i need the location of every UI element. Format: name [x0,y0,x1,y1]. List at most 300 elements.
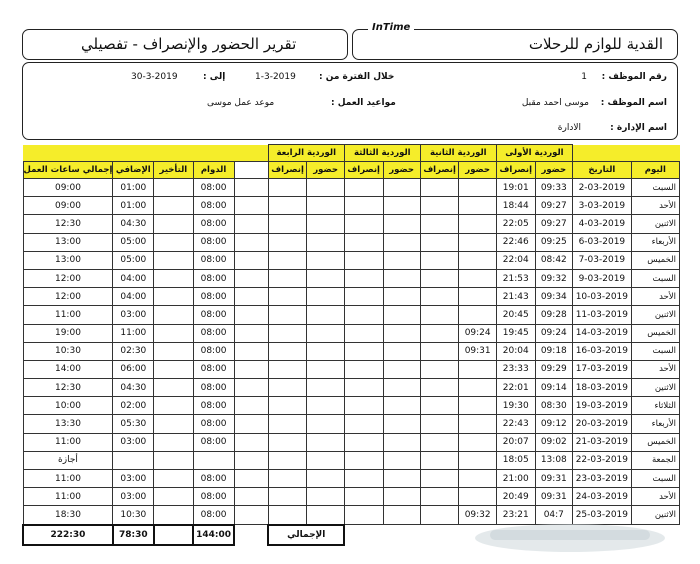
cell-out2 [420,488,459,506]
table-row [23,269,680,287]
cell-out3 [344,215,383,233]
cell-late [154,488,193,506]
cell-in3 [383,251,420,269]
cell-extra: 01:00 [113,197,154,215]
cell-in2 [459,288,496,306]
cell-in1: 09:18 [535,342,572,360]
cell-day: الخميس [631,433,679,451]
cell-out2 [420,379,459,397]
col-out3-header: إنصراف [344,162,383,179]
cell-date: 18-03-2019 [573,379,632,397]
cell-in1: 09:27 [535,197,572,215]
cell-out1: 23:21 [496,506,535,525]
cell-date: 19-03-2019 [573,397,632,415]
totals-label: الإجمالي [268,525,344,545]
cell-out1: 22:01 [496,379,535,397]
cell-day: الاثنين [631,506,679,525]
cell-out3 [344,488,383,506]
cell-out3 [344,179,383,197]
cell-late [154,415,193,433]
cell-duty: 08:00 [193,415,234,433]
cell-date: 10-03-2019 [573,288,632,306]
shift4-header: الوردية الرابعة [268,145,344,162]
cell-out1: 22:46 [496,233,535,251]
cell-total: 12:30 [23,379,113,397]
cell-out4 [268,342,307,360]
cell-in3 [383,470,420,488]
cell-in3 [383,415,420,433]
cell-out4 [268,506,307,525]
cell-out1: 20:45 [496,306,535,324]
cell-out2 [420,433,459,451]
cell-out3 [344,251,383,269]
cell-duty: 08:00 [193,324,234,342]
cell-date: 20-03-2019 [573,415,632,433]
cell-total: 11:00 [23,306,113,324]
table-row [23,197,680,215]
cell-day: الاثنين [631,379,679,397]
cell-in1: 09:14 [535,379,572,397]
schedule-value: موعد عمل موسى [207,98,275,108]
cell-out1: 18:44 [496,197,535,215]
cell-in4 [307,215,344,233]
cell-total: 12:30 [23,215,113,233]
cell-in3 [383,506,420,525]
cell-gap [234,397,268,415]
cell-duty: 08:00 [193,269,234,287]
cell-in4 [307,451,344,469]
dept-label: اسم الإدارة : [610,123,667,133]
cell-gap [234,288,268,306]
cell-in3 [383,324,420,342]
table-row [23,433,680,451]
cell-extra: 05:00 [113,251,154,269]
cell-day: الجمعة [631,451,679,469]
cell-date: 2-03-2019 [573,179,632,197]
cell-out2 [420,470,459,488]
cell-in2 [459,179,496,197]
col-in1-header: حضور [535,162,572,179]
cell-date: 14-03-2019 [573,324,632,342]
cell-total: 11:00 [23,470,113,488]
cell-in4 [307,488,344,506]
cell-total: 18:30 [23,506,113,525]
cell-extra: 03:00 [113,470,154,488]
cell-in1: 09:34 [535,288,572,306]
cell-out2 [420,342,459,360]
cell-in4 [307,379,344,397]
cell-in4 [307,233,344,251]
duty-sum: 144:00 [193,525,234,545]
cell-in1: 09:31 [535,470,572,488]
cell-out3 [344,415,383,433]
cell-duty: 08:00 [193,215,234,233]
table-row [23,360,680,378]
report-title-box [22,29,348,60]
shift3-header: الوردية الثالثة [344,145,420,162]
cell-in2 [459,451,496,469]
cell-late [154,306,193,324]
cell-day: الخميس [631,324,679,342]
cell-late [154,288,193,306]
cell-day: السبت [631,342,679,360]
cell-out1: 23:33 [496,360,535,378]
table-row [23,288,680,306]
cell-gap [234,342,268,360]
cell-duty [193,451,234,469]
cell-out3 [344,288,383,306]
cell-total: 10:00 [23,397,113,415]
cell-out4 [268,470,307,488]
cell-out4 [268,415,307,433]
cell-out1: 21:00 [496,470,535,488]
period-from-value: 1-3-2019 [255,72,296,82]
total-hours-sum: 222:30 [23,525,113,545]
cell-in2 [459,488,496,506]
cell-in1: 04:7 [535,506,572,525]
cell-in2 [459,379,496,397]
period-to-label: إلى : [203,72,226,82]
cell-in1: 08:42 [535,251,572,269]
col-total-header: إجمالي ساعات العمل [23,162,113,179]
cell-late [154,433,193,451]
cell-out1: 20:49 [496,488,535,506]
col-in2-header: حضور [459,162,496,179]
emp-name-label: اسم الموظف : [600,98,667,108]
cell-in1: 09:25 [535,233,572,251]
cell-out4 [268,451,307,469]
cell-out3 [344,342,383,360]
cell-date: 25-03-2019 [573,506,632,525]
cell-out4 [268,233,307,251]
cell-out2 [420,197,459,215]
cell-duty: 08:00 [193,251,234,269]
cell-gap [234,415,268,433]
cell-out1: 21:53 [496,269,535,287]
cell-day: الخميس [631,251,679,269]
cell-out2 [420,451,459,469]
cell-in4 [307,306,344,324]
cell-in4 [307,179,344,197]
cell-duty: 08:00 [193,197,234,215]
cell-in3 [383,288,420,306]
period-to-value: 30-3-2019 [131,72,178,82]
cell-date: 24-03-2019 [573,488,632,506]
cell-date: 6-03-2019 [573,233,632,251]
cell-in1: 09:31 [535,488,572,506]
cell-in3 [383,306,420,324]
cell-gap [234,506,268,525]
cell-day: السبت [631,269,679,287]
cell-in3 [383,360,420,378]
cell-in3 [383,269,420,287]
cell-total: 11:00 [23,433,113,451]
cell-day: الأربعاء [631,233,679,251]
cell-total: 13:00 [23,251,113,269]
cell-in3 [383,488,420,506]
company-name: القدية للوازم للرحلات [528,35,663,53]
cell-duty: 08:00 [193,306,234,324]
cell-day: الأحد [631,288,679,306]
cell-out3 [344,397,383,415]
cell-in3 [383,451,420,469]
col-gap [234,162,268,179]
cell-in4 [307,415,344,433]
cell-day: الأربعاء [631,415,679,433]
cell-total: 12:00 [23,269,113,287]
cell-in4 [307,288,344,306]
spacer [234,525,268,545]
cell-duty: 08:00 [193,288,234,306]
cell-gap [234,470,268,488]
cell-in4 [307,397,344,415]
table-row [23,451,680,469]
cell-out4 [268,197,307,215]
cell-late [154,269,193,287]
cell-in2: 09:31 [459,342,496,360]
cell-total: 12:00 [23,288,113,306]
cell-gap [234,433,268,451]
cell-duty: 08:00 [193,342,234,360]
cell-in2 [459,269,496,287]
cell-out1: 21:43 [496,288,535,306]
cell-late [154,324,193,342]
cell-late [154,397,193,415]
cell-out3 [344,360,383,378]
cell-out2 [420,179,459,197]
table-row [23,251,680,269]
table-row [23,379,680,397]
report-title: تقرير الحضور والإنصراف - تفصيلي [81,35,297,53]
cell-date: 23-03-2019 [573,470,632,488]
cell-out3 [344,324,383,342]
cell-late [154,451,193,469]
cell-date: 9-03-2019 [573,269,632,287]
cell-out3 [344,451,383,469]
cell-in4 [307,506,344,525]
cell-total: 13:00 [23,233,113,251]
cell-out3 [344,269,383,287]
cell-extra: 05:30 [113,415,154,433]
cell-gap [234,233,268,251]
cell-gap [234,215,268,233]
shift1-header: الوردية الأولى [496,145,572,162]
cell-total: 14:00 [23,360,113,378]
cell-total: أجازة [23,451,113,469]
cell-day: الأحد [631,488,679,506]
cell-day: الاثنين [631,215,679,233]
cell-out1: 22:05 [496,215,535,233]
cell-out1: 19:01 [496,179,535,197]
cell-in4 [307,342,344,360]
cell-in1: 09:33 [535,179,572,197]
cell-out2 [420,233,459,251]
emp-name-value: موسى احمد مقبل [521,98,589,108]
cell-total: 13:30 [23,415,113,433]
cell-in1: 09:24 [535,324,572,342]
cell-duty: 08:00 [193,433,234,451]
cell-gap [234,379,268,397]
cell-out4 [268,324,307,342]
cell-in2 [459,433,496,451]
cell-late [154,215,193,233]
cell-in2 [459,306,496,324]
cell-in1: 09:27 [535,215,572,233]
cell-late [154,470,193,488]
cell-duty: 08:00 [193,506,234,525]
cell-date: 11-03-2019 [573,306,632,324]
cell-gap [234,360,268,378]
cell-out4 [268,288,307,306]
cell-duty: 08:00 [193,379,234,397]
cell-extra: 03:00 [113,433,154,451]
attendance-table [22,144,680,546]
cell-out2 [420,360,459,378]
cell-in4 [307,324,344,342]
cell-extra: 04:30 [113,379,154,397]
cell-late [154,379,193,397]
table-row [23,179,680,197]
cell-duty: 08:00 [193,233,234,251]
cell-in2: 09:24 [459,324,496,342]
cell-total: 10:30 [23,342,113,360]
cell-total: 09:00 [23,197,113,215]
cell-out1: 20:04 [496,342,535,360]
cell-out2 [420,288,459,306]
col-late-header: التأخير [154,162,193,179]
emp-no-value: 1 [581,72,587,82]
cell-out4 [268,433,307,451]
cell-in2 [459,397,496,415]
cell-duty: 08:00 [193,470,234,488]
cell-extra: 06:00 [113,360,154,378]
cell-out1: 19:30 [496,397,535,415]
table-row [23,306,680,324]
cell-in3 [383,179,420,197]
cell-in4 [307,470,344,488]
cell-out2 [420,306,459,324]
cell-out2 [420,324,459,342]
table-row [23,342,680,360]
cell-out3 [344,379,383,397]
cell-out2 [420,415,459,433]
cell-out1: 22:04 [496,251,535,269]
cell-out3 [344,470,383,488]
cell-in2 [459,233,496,251]
cell-date: 7-03-2019 [573,251,632,269]
cell-gap [234,251,268,269]
col-day-header: اليوم [631,162,679,179]
cell-out3 [344,306,383,324]
cell-in3 [383,197,420,215]
cell-in1: 13:08 [535,451,572,469]
col-duty-header: الدوام [193,162,234,179]
cell-day: الأحد [631,197,679,215]
cell-out2 [420,251,459,269]
cell-in4 [307,360,344,378]
late-sum [154,525,193,545]
cell-out4 [268,488,307,506]
watermark-logo [470,512,670,556]
cell-in4 [307,197,344,215]
cell-date: 16-03-2019 [573,342,632,360]
col-in4-header: حضور [307,162,344,179]
cell-duty: 08:00 [193,488,234,506]
cell-day: السبت [631,179,679,197]
cell-out3 [344,433,383,451]
cell-out2 [420,397,459,415]
cell-in1: 09:28 [535,306,572,324]
cell-out4 [268,379,307,397]
cell-extra: 02:00 [113,397,154,415]
cell-extra: 04:00 [113,288,154,306]
brand-label: InTime [368,22,414,33]
cell-out4 [268,360,307,378]
cell-out2 [420,215,459,233]
cell-total: 09:00 [23,179,113,197]
cell-out3 [344,233,383,251]
cell-in2 [459,360,496,378]
cell-day: الثلاثاء [631,397,679,415]
cell-extra: 05:00 [113,233,154,251]
cell-date: 17-03-2019 [573,360,632,378]
schedule-label: مواعيد العمل : [331,98,396,108]
cell-out2 [420,269,459,287]
cell-gap [234,451,268,469]
cell-late [154,342,193,360]
cell-extra: 04:30 [113,215,154,233]
table-row [23,415,680,433]
table-row [23,488,680,506]
cell-in3 [383,379,420,397]
cell-in1: 09:02 [535,433,572,451]
col-extra-header: الإضافي [113,162,154,179]
table-row [23,324,680,342]
cell-in2: 09:32 [459,506,496,525]
cell-late [154,360,193,378]
cell-in2 [459,215,496,233]
cell-extra: 01:00 [113,179,154,197]
cell-gap [234,488,268,506]
cell-gap [234,306,268,324]
company-name-box [352,29,678,60]
cell-in2 [459,197,496,215]
cell-in1: 09:32 [535,269,572,287]
cell-late [154,506,193,525]
cell-extra: 10:30 [113,506,154,525]
cell-out4 [268,269,307,287]
cell-in1: 09:29 [535,360,572,378]
cell-out4 [268,397,307,415]
cell-out1: 20:07 [496,433,535,451]
cell-in1: 08:30 [535,397,572,415]
emp-no-label: رقم الموظف : [601,72,667,82]
cell-extra: 02:30 [113,342,154,360]
table-row [23,233,680,251]
cell-extra: 11:00 [113,324,154,342]
cell-extra [113,451,154,469]
cell-out3 [344,506,383,525]
col-date-header: التاريخ [573,162,632,179]
cell-gap [234,197,268,215]
cell-in3 [383,215,420,233]
dept-value: الادارة [557,123,581,133]
cell-late [154,251,193,269]
cell-out3 [344,197,383,215]
cell-late [154,179,193,197]
col-out2-header: إنصراف [420,162,459,179]
cell-date: 22-03-2019 [573,451,632,469]
